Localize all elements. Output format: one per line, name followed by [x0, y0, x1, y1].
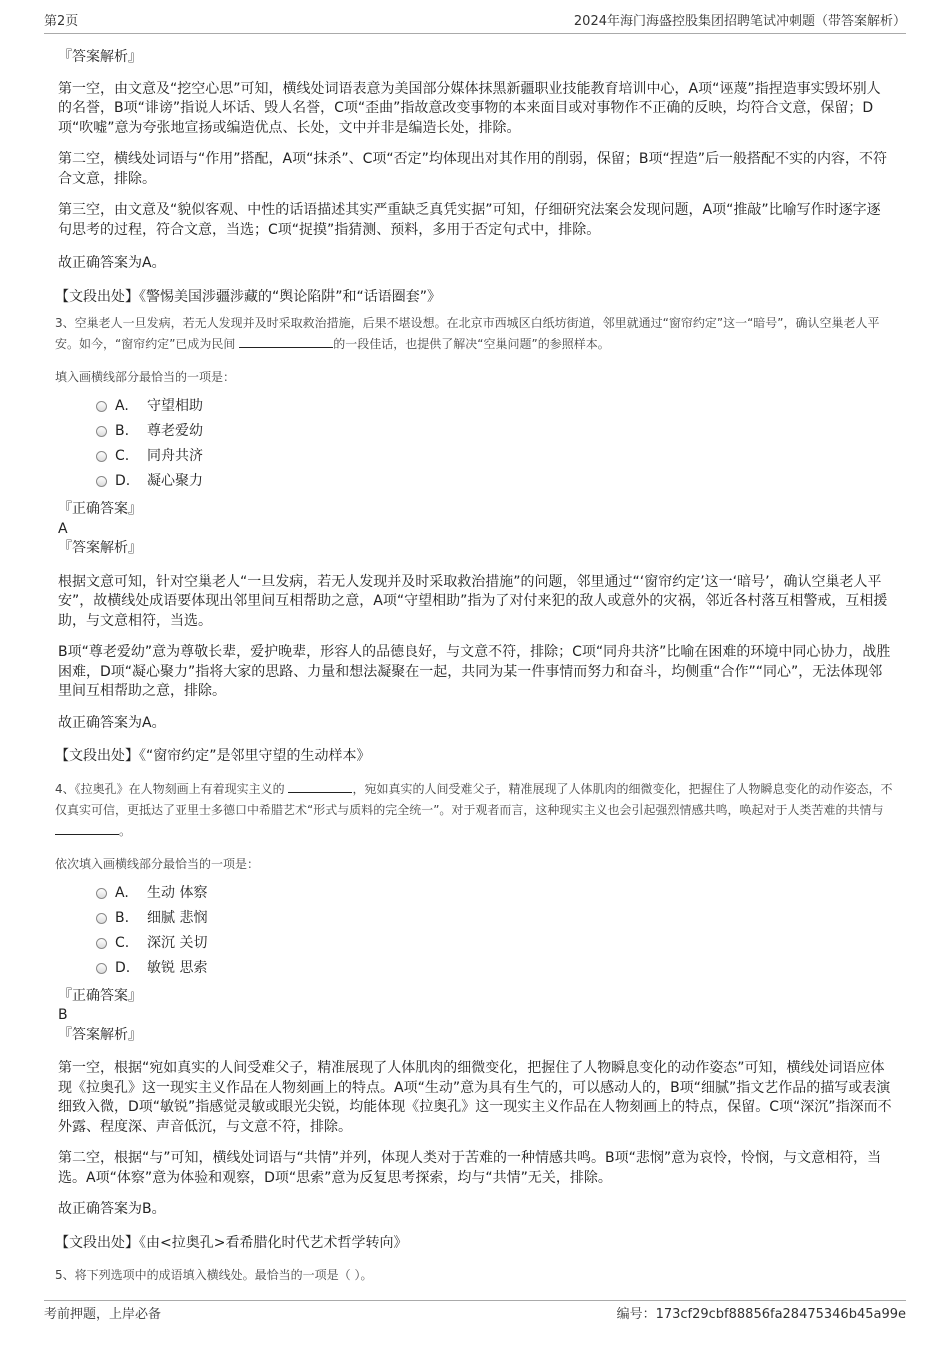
blank: [239, 335, 333, 348]
option-b[interactable]: B. 尊老爱幼: [96, 419, 894, 444]
source-citation: 【文段出处】《由<拉奥孔>看希腊化时代艺术哲学转向》: [55, 1234, 408, 1251]
analysis-paragraph: 第一空，由文意及“挖空心思”可知，横线处词语表意为美国部分媒体抹黑新疆职业技能教育培训中心，A项“诬蔑”指捏造事实毁坏别人的名誉，B项“诽谤”指说人坏话、毁人名誉，C项“歪曲”指故意改变事物的本来面目或对事物作不正确的反映，均符合文意，保留；D项“吹嘘”意为夸张地宣扬或编造优点、长处，文中并非是编造长处，排除。: [58, 80, 881, 136]
document-body: [0, 48, 950, 1286]
analysis-label: 『答案解析』: [58, 49, 142, 65]
radio-icon[interactable]: [96, 913, 107, 924]
question-stem-3: 3、空巢老人一旦发病，若无人发现并及时采取救治措施，后果不堪设想。在北京市西城区白纸坊街道，邻里就通过“窗帘约定”这一“暗号”，确认空巢老人平安。如今，“窗帘约定”已成为民间 的一段佳话，也提供了解决“空巢问题”的参照样本。: [55, 316, 880, 351]
radio-icon[interactable]: [96, 938, 107, 949]
options-list: [96, 881, 894, 981]
analysis-label: 『答案解析』: [58, 1026, 142, 1043]
question-prompt: 填入画横线部分最恰当的一项是：: [55, 370, 236, 384]
source-citation: 【文段出处】《警惕美国涉疆涉藏的“舆论陷阱”和“话语圈套”》: [55, 288, 442, 305]
correct-answer-label: 『正确答案』: [58, 987, 142, 1004]
option-a[interactable]: A. 守望相助: [96, 394, 894, 419]
analysis-paragraph: 第一空，根据“宛如真实的人间受难父子，精准展现了人体肌肉的细微变化，把握住了人物瞬息变化的动作姿态”可知，横线处词语应体现《拉奥孔》这一现实主义作品在人物刻画上的特点。A项“生动”意为具有生气的，可以感动人的，B项“细腻”指文艺作品的描写或表演细致入微，D项“敏锐”指感觉灵敏或眼光尖锐，均能体现《拉奥孔》这一现实主义作品在人物刻画上的特点，保留。C项“深沉”指深而不外露、程度深、声音低沉，与文意不符，排除。: [58, 1060, 892, 1135]
page-footer: [44, 1300, 906, 1331]
answer-conclusion: 故正确答案为A。: [58, 255, 166, 271]
question-stem-5: 5、将下列选项中的成语填入横线处。最恰当的一项是（ ）。: [55, 1268, 373, 1282]
radio-icon[interactable]: [96, 963, 107, 974]
answer-conclusion: 故正确答案为A。: [58, 714, 166, 731]
radio-icon[interactable]: [96, 426, 107, 437]
analysis-paragraph: 第三空，由文意及“貌似客观、中性的话语描述其实严重缺乏真凭实据”可知，仔细研究法案会发现问题，A项“推敲”比喻写作时逐字逐句思考的过程，符合文意，当选；C项“捉摸”指猜测、预料，多用于否定句式中，排除。: [58, 202, 881, 238]
option-c[interactable]: C. 同舟共济: [96, 444, 894, 469]
analysis-paragraph: 第二空，根据“与”可知，横线处词语与“共情”并列，体现人类对于苦难的一种情感共鸣。B项“悲悯”意为哀怜，怜悯，与文意相符，当选。A项“体察”意为体验和观察，D项“思索”意为反复思考探索，均与“共情”无关，排除。: [58, 1150, 882, 1186]
radio-icon[interactable]: [96, 401, 107, 412]
correct-answer: B: [58, 1007, 68, 1023]
radio-icon[interactable]: [96, 476, 107, 487]
source-citation: 【文段出处】《“窗帘约定”是邻里守望的生动样本》: [55, 748, 371, 764]
correct-answer: A: [58, 520, 68, 537]
analysis-paragraph: 第二空，横线处词语与“作用”搭配，A项“抹杀”、C项“否定”均体现出对其作用的削弱，保留；B项“捏造”后一般搭配不实的内容，不符合文意，排除。: [58, 151, 887, 187]
options-list: [96, 394, 894, 494]
option-b[interactable]: B. 细腻 悲悯: [96, 906, 894, 931]
option-a[interactable]: A. 生动 体察: [96, 881, 894, 906]
document-title: 2024年海门海盛控股集团招聘笔试冲刺题（带答案解析）: [573, 14, 906, 29]
radio-icon[interactable]: [96, 888, 107, 899]
correct-answer-label: 『正确答案』: [58, 501, 142, 517]
document-id: 编号：173cf29cbf88856fa28475346b45a99e: [616, 1307, 906, 1322]
option-d[interactable]: D. 敏锐 思索: [96, 956, 894, 981]
page-number: 第2页: [44, 14, 79, 29]
option-d[interactable]: D. 凝心聚力: [96, 469, 894, 494]
radio-icon[interactable]: [96, 451, 107, 462]
blank: [288, 780, 352, 793]
analysis-paragraph: 根据文意可知，针对空巢老人“一旦发病，若无人发现并及时采取救治措施”的问题，邻里通过“‘窗帘约定’这一‘暗号’，确认空巢老人平安”，故横线处成语要体现出邻里间互相帮助之意，A项“守望相助”指为了对付来犯的敌人或意外的灾祸，邻近各村落互相警戒，互相援助，与文意相符，当选。: [58, 573, 888, 629]
page-header: [44, 0, 906, 34]
question-stem-4: 4、《拉奥孔》在人物刻画上有着现实主义的 ，宛如真实的人间受难父子，精准展现了人体肌肉的细微变化，把握住了人物瞬息变化的动作姿态，不仅真实可信，更抵达了亚里士多德口中希腊艺术“形式与质料的完全统一”。对于观者而言，这种现实主义也会引起强烈情感共鸣，唤起对于人类苦难的共情与 。: [55, 781, 893, 838]
analysis-label: 『答案解析』: [58, 540, 142, 556]
blank: [55, 822, 119, 835]
option-c[interactable]: C. 深沉 关切: [96, 931, 894, 956]
question-prompt: 依次填入画横线部分最恰当的一项是：: [55, 856, 260, 871]
analysis-paragraph: B项“尊老爱幼”意为尊敬长辈，爱护晚辈，形容人的品德良好，与文意不符，排除；C项“同舟共济”比喻在困难的环境中同心协力，战胜困难，D项“凝心聚力”指将大家的思路、力量和想法凝聚在一起，共同为某一件事情而努力和奋斗，均侧重“合作”“同心”，无法体现邻里间互相帮助之意，排除。: [58, 644, 891, 699]
footer-slogan: 考前押题，上岸必备: [44, 1307, 162, 1322]
answer-conclusion: 故正确答案为B。: [58, 1201, 166, 1217]
